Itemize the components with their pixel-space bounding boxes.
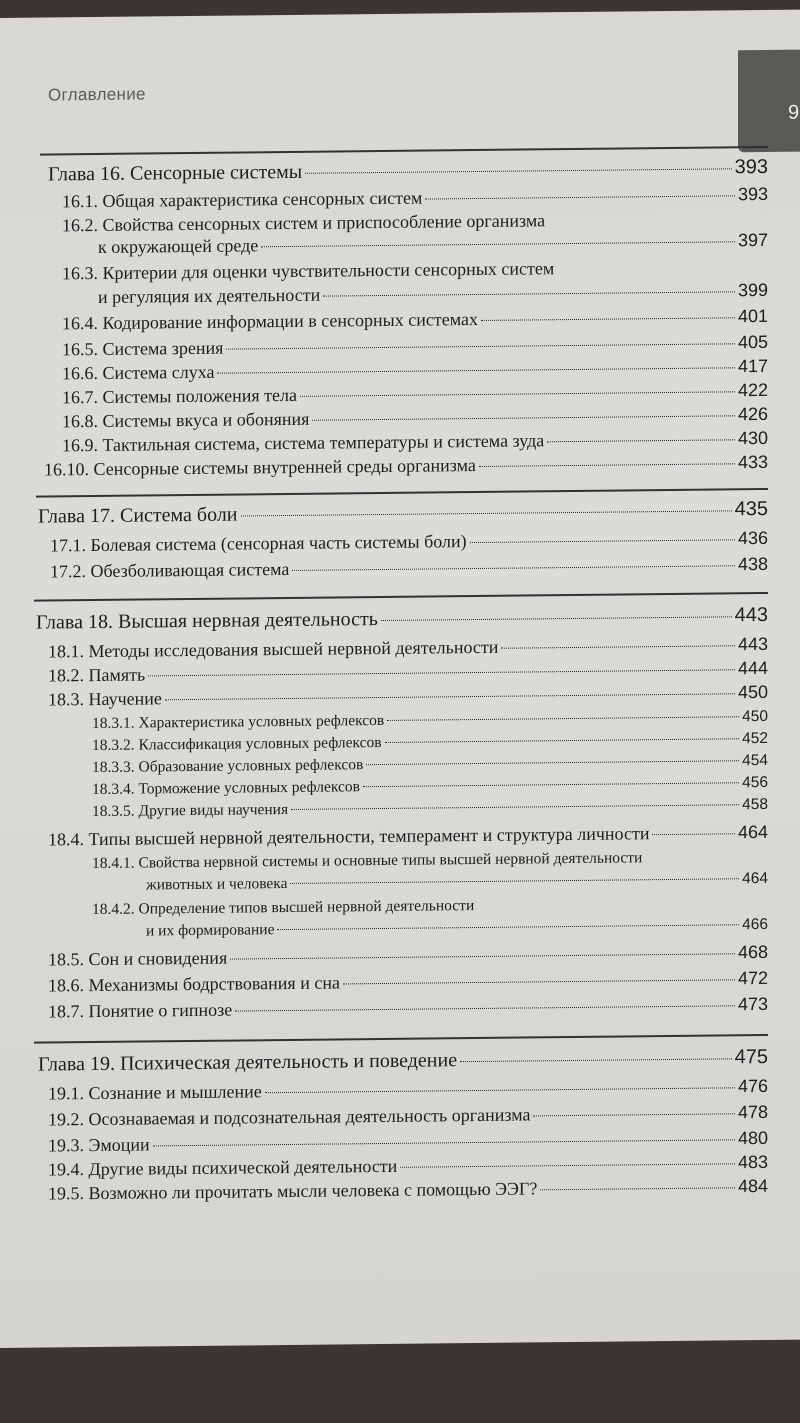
chapter-page: 443 [734,603,768,627]
leader-dots [470,539,735,543]
entry-title: 18.3.3. Образование условных рефлексов [92,756,364,777]
entry-page: 483 [737,1151,768,1173]
entry-title: 16.6. Система слуха [62,361,215,384]
leader-dots [290,878,739,884]
toc-subentry-continuation [146,870,768,895]
entry-page: 464 [742,869,768,888]
leader-dots [261,241,735,247]
toc-entry [50,554,768,583]
toc-entry [62,184,768,212]
entry-title: 18.4. Типы высшей нервной деятельности, темперамент и структура личности [48,823,650,850]
entry-title: 16.7. Системы положения тела [62,384,297,408]
entry-page: 393 [737,183,768,205]
toc-entry [48,1176,768,1205]
entry-title: 16.8. Системы вкуса и обоняния [62,408,310,432]
entry-title: 16.10. Сенсорные системы внутренней среды организма [44,455,476,480]
entry-title: 17.2. Обезболивающая система [50,558,290,582]
leader-dots [265,1087,735,1093]
entry-page: 450 [742,707,768,726]
entry-title: 18.7. Понятие о гипнозе [48,999,233,1022]
entry-title: 18.3. Научение [48,688,162,710]
entry-title: к окружающей среде [98,235,259,257]
leader-dots [300,391,735,397]
toc-subentry [92,774,768,799]
leader-dots [165,693,735,700]
entry-page: 397 [737,229,768,251]
entry-title: и регуляция их деятельности [98,284,321,307]
toc-entry [50,528,768,557]
leader-dots [226,343,735,349]
leader-dots [323,291,735,296]
running-header: Оглавление [48,84,146,105]
leader-dots [479,463,735,467]
leader-dots [400,1163,735,1168]
chapter-divider [34,1034,768,1044]
entry-title: 18.3.5. Другие виды научения [92,800,289,821]
leader-dots [533,1113,734,1116]
toc-entry [62,306,768,334]
chapter-page: 393 [734,155,768,179]
leader-dots [501,645,735,648]
entry-title: 16.1. Общая характеристика сенсорных систем [62,187,423,212]
leader-dots [387,716,739,721]
entry-page: 464 [737,821,768,843]
leader-dots [425,195,735,199]
entry-page: 484 [737,1175,768,1197]
toc-subentry [92,730,768,755]
leader-dots [230,953,735,959]
leader-dots [277,924,739,930]
leader-dots [547,439,735,442]
chapter-19-entry [38,1046,768,1077]
entry-page: 480 [737,1127,768,1149]
leader-dots [385,738,740,743]
entry-title: 19.1. Сознание и мышление [48,1081,262,1104]
entry-title: 18.5. Сон и сновидения [48,947,228,970]
chapter-divider [36,488,768,498]
leader-dots [305,168,731,173]
entry-page: 478 [737,1101,768,1123]
entry-page: 443 [737,633,768,655]
entry-page: 468 [737,941,768,963]
entry-page: 458 [742,795,768,814]
entry-page: 422 [737,379,768,401]
leader-dots [153,1139,735,1146]
leader-dots [343,979,735,984]
entry-page: 399 [737,279,768,301]
chapter-17-entry [38,498,768,529]
entry-page: 472 [737,967,768,989]
entry-page: 452 [742,729,768,748]
entry-page: 436 [737,527,768,549]
chapter-title: Глава 19. Психическая деятельность и поведение [38,1049,458,1076]
entry-title: 18.3.2. Классификация условных рефлексов [92,734,382,755]
leader-dots [381,616,732,621]
toc-entry [48,994,768,1023]
chapter-page: 475 [734,1045,768,1069]
leader-dots [148,669,735,676]
entry-title: 19.4. Другие виды психической деятельности [48,1155,398,1180]
page-number: 9 [788,101,800,124]
chapter-16-entry [48,156,768,187]
toc-entry [48,822,768,851]
toc-subentry-continuation [146,916,768,941]
entry-page: 473 [737,993,768,1015]
entry-page: 405 [737,331,768,353]
entry-title: 16.4. Кодирование информации в сенсорных системах [62,308,478,334]
entry-page: 417 [737,355,768,377]
entry-page: 456 [742,773,768,792]
toc-entry [48,1102,768,1131]
toc-entry [48,1076,768,1105]
toc-subentry: 18.4.1. Свойства нервной системы и основные типы высшей нервной деятельности [92,849,643,873]
entry-page: 476 [737,1075,768,1097]
chapter-divider [40,146,768,156]
entry-title: 19.5. Возможно ли прочитать мысли человека с помощью ЭЭГ? [48,1178,538,1204]
page-number-tab [738,50,800,153]
entry-title: 16.5. Система зрения [62,337,224,360]
entry-page: 438 [737,553,768,575]
entry-page: 401 [737,305,768,327]
entry-page: 466 [742,915,768,934]
toc-subentry: 18.4.2. Определение типов высшей нервной деятельности [92,897,475,919]
toc-entry: 16.2. Свойства сенсорных систем и приспособление организма [62,210,546,236]
toc-subentry [92,708,768,733]
chapter-page: 435 [734,497,768,521]
leader-dots [217,367,734,373]
toc-subentry [92,752,768,777]
leader-dots [652,833,734,835]
leader-dots [363,782,739,787]
leader-dots [291,804,739,810]
toc-entry [48,968,768,997]
entry-page: 444 [737,657,768,679]
leader-dots [460,1058,732,1062]
entry-page: 430 [737,427,768,449]
entry-title: 19.2. Осознаваемая и подсознательная деятельность организма [48,1104,531,1130]
leader-dots [235,1005,735,1011]
chapter-title: Глава 17. Система боли [38,503,238,528]
chapter-title: Глава 18. Высшая нервная деятельность [36,608,378,634]
entry-title: 18.3.4. Торможение условных рефлексов [92,778,360,799]
leader-dots [241,510,732,516]
entry-title: 18.6. Механизмы бодрствования и сна [48,972,340,996]
entry-page: 426 [737,403,768,425]
toc-entry [44,452,768,481]
leader-dots [312,415,735,420]
leader-dots [292,565,735,571]
toc-entry [48,942,768,971]
entry-title: 18.1. Методы исследования высшей нервной деятельности [48,636,499,662]
entry-page: 454 [742,751,768,770]
entry-title: животных и человека [146,874,288,894]
chapter-divider [34,592,768,602]
book-page [0,10,800,1348]
toc-entry: 16.3. Критерии для оценки чувствительности сенсорных систем [62,258,555,284]
entry-title: 18.3.1. Характеристика условных рефлексов [92,711,385,733]
entry-title: 16.9. Тактильная система, система температуры и система зуда [62,430,545,456]
entry-page: 433 [737,451,768,473]
toc-entry-continuation [98,280,768,308]
entry-title: и их формирование [146,921,275,940]
leader-dots [540,1187,735,1190]
chapter-18-entry [36,604,768,635]
toc-subentry [92,796,768,821]
toc-entry [48,682,768,711]
leader-dots [481,317,735,321]
entry-page: 450 [737,681,768,703]
entry-title: 18.2. Память [48,664,146,686]
leader-dots [366,760,739,765]
chapter-title: Глава 16. Сенсорные системы [48,160,303,186]
entry-title: 19.3. Эмоции [48,1134,150,1156]
entry-title: 17.1. Болевая система (сенсорная часть системы боли) [50,531,467,556]
